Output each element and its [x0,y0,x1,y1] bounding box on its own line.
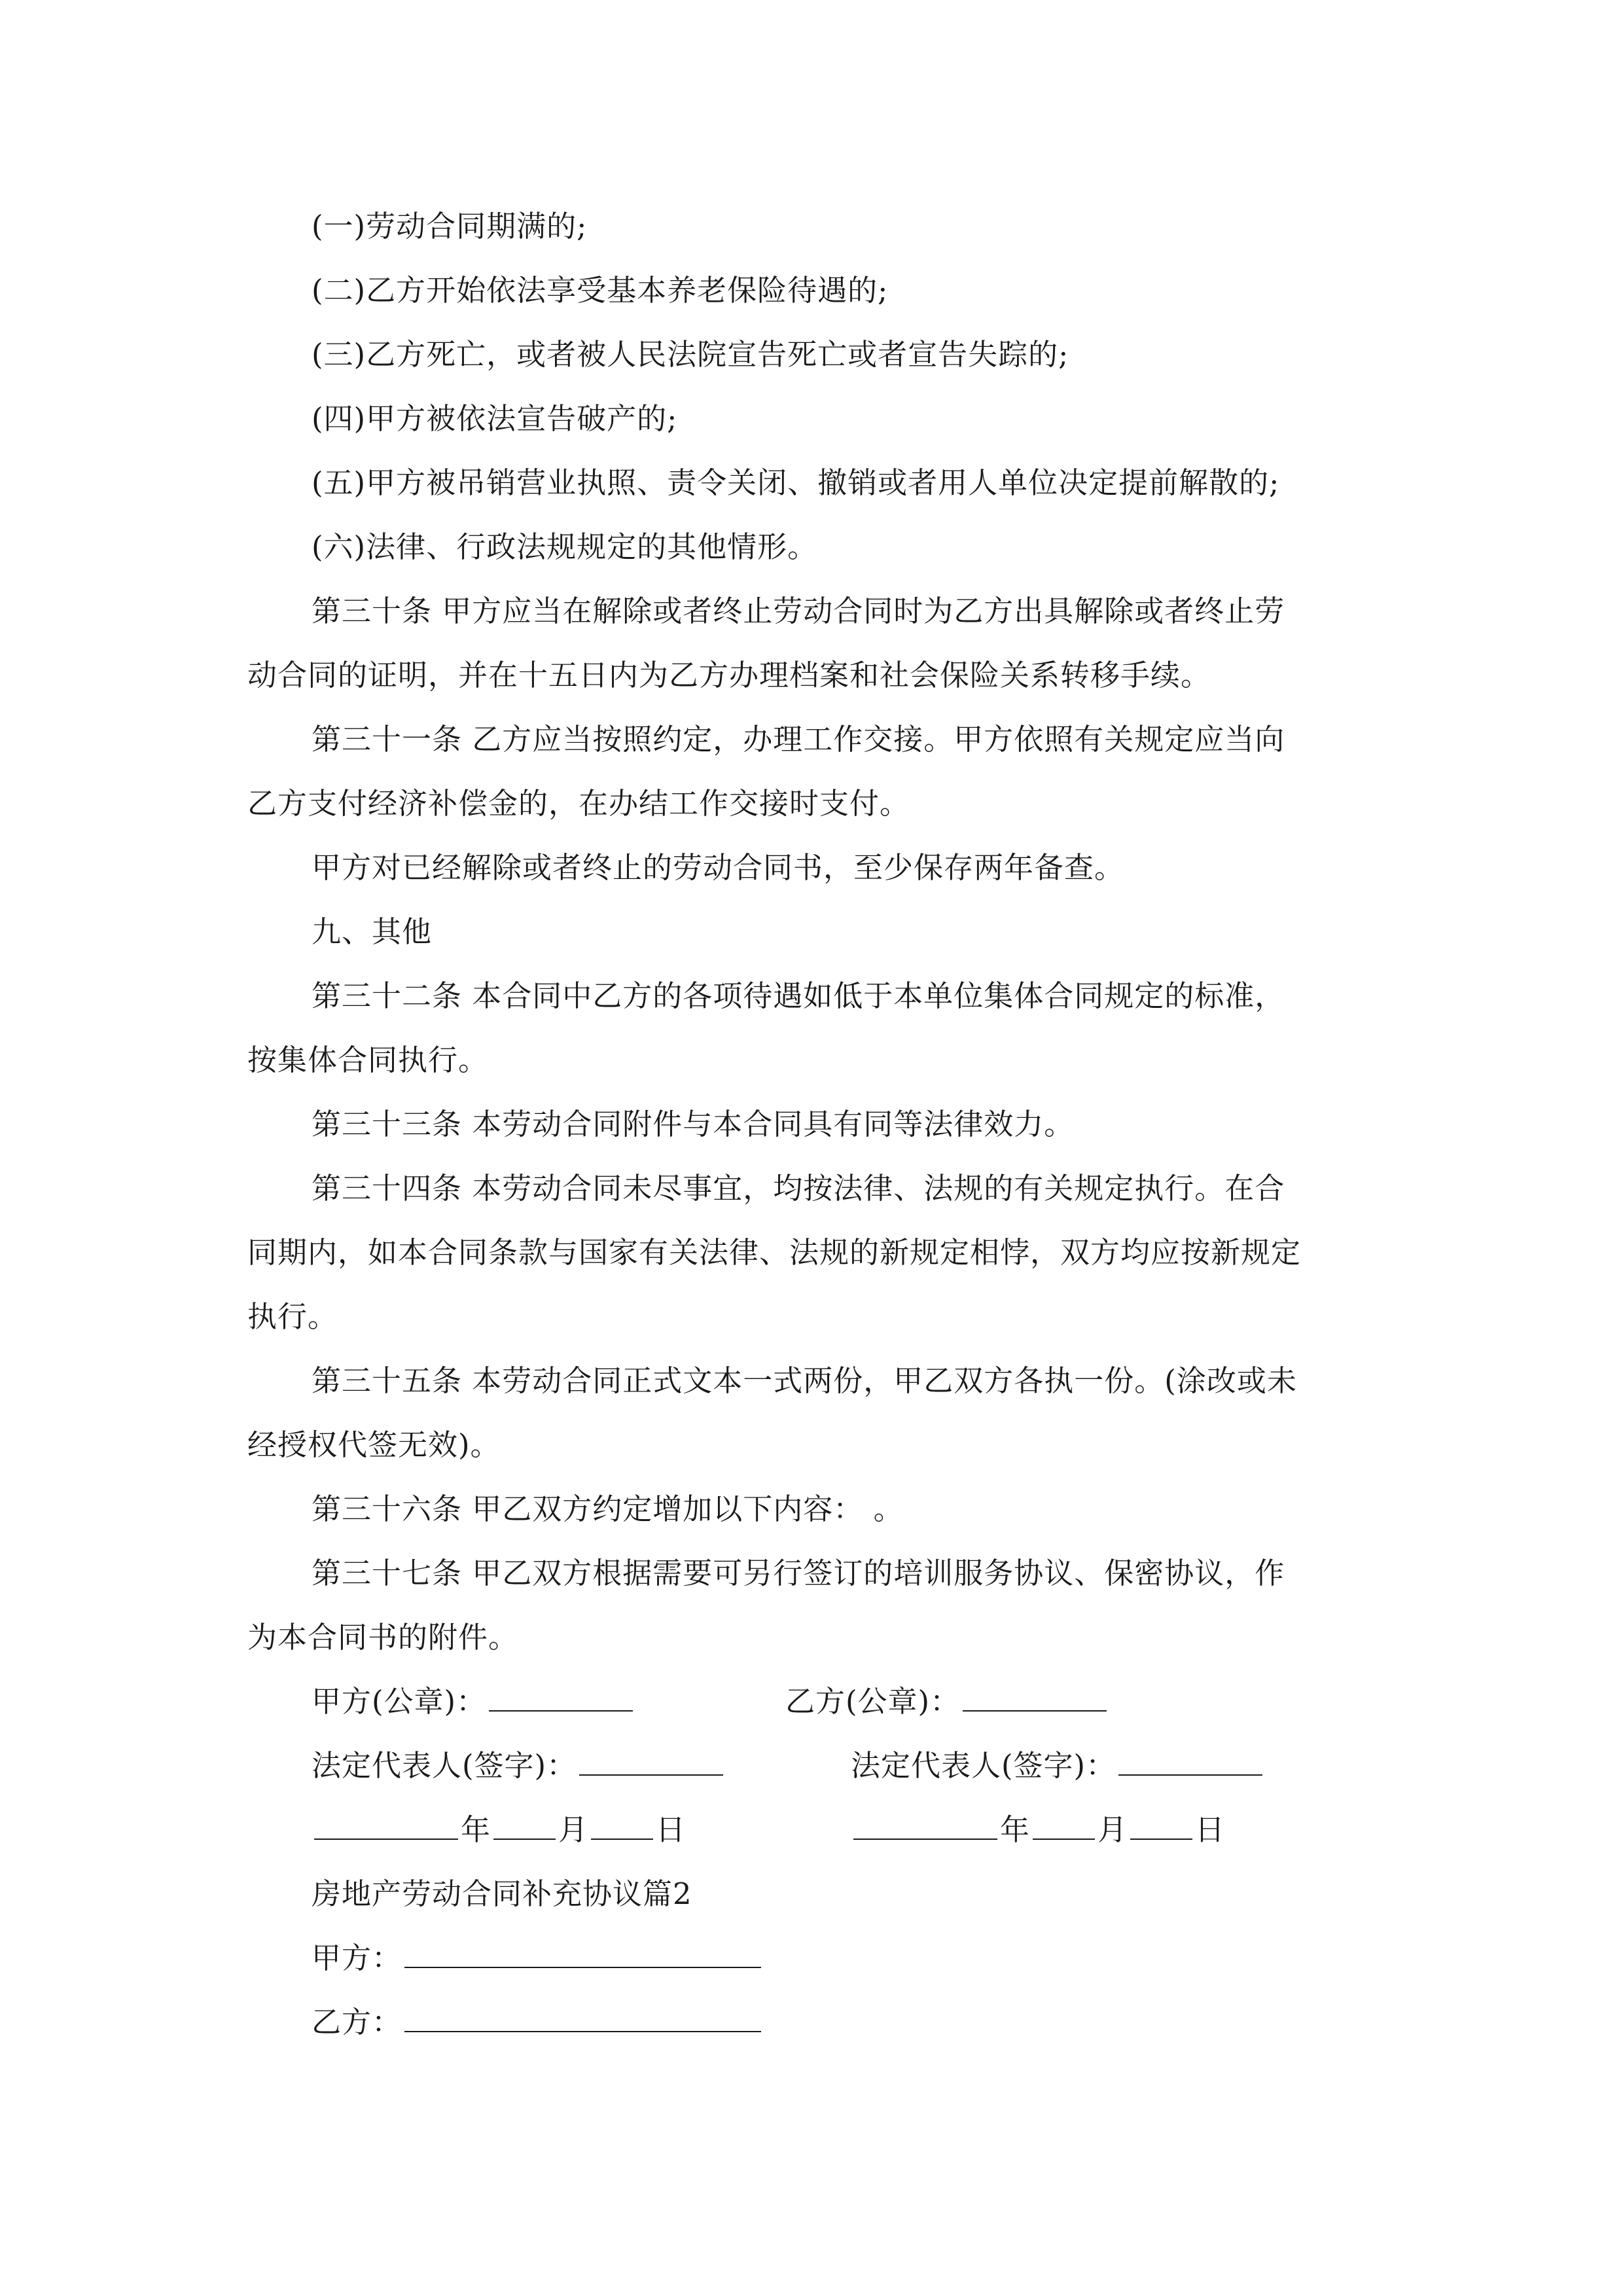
legal-rep-a-blank[interactable] [579,1748,723,1776]
article-32-line-2: 按集体合同执行。 [247,1043,489,1077]
section-heading-other: 九、其他 [312,914,433,949]
date-a-year-label: 年 [461,1812,491,1847]
article-30-line-2: 动合同的证明，并在十五日内为乙方办理档案和社会保险关系转移手续。 [247,658,1211,692]
party-a-seal-label: 甲方(公章)： [312,1684,487,1719]
date-b-day-blank[interactable] [1130,1812,1192,1840]
section-2-party-a-label: 甲方： [312,1941,402,1975]
article-35-line-1: 第三十五条 本劳动合同正式文本一式两份，甲乙双方各执一份。(涂改或未 [312,1363,1297,1398]
legal-rep-b-blank[interactable] [1118,1748,1262,1776]
clause-item-4: (四)甲方被依法宣告破产的; [312,401,678,436]
seal-row [312,1682,1444,1721]
clause-item-6: (六)法律、行政法规规定的其他情形。 [312,529,818,564]
clause-item-5: (五)甲方被吊销营业执照、责令关闭、撤销或者用人单位决定提前解散的; [312,465,1280,500]
date-b-month-blank[interactable] [1033,1812,1095,1840]
article-31-line-1: 第三十一条 乙方应当按照约定，办理工作交接。甲方依照有关规定应当向 [312,722,1285,757]
clause-item-2: (二)乙方开始依法享受基本养老保险待遇的; [312,273,889,308]
clause-item-1: (一)劳动合同期满的; [312,209,588,243]
date-b-day-label: 日 [1195,1812,1226,1847]
section-2-party-a-row [312,1939,1444,1978]
date-b-year-blank[interactable] [853,1812,997,1840]
article-37-line-1: 第三十七条 甲乙双方根据需要可另行签订的培训服务协议、保密协议，作 [312,1556,1285,1590]
date-row [312,1810,1444,1850]
article-34-line-3: 执行。 [247,1299,338,1334]
section-2-party-a-blank[interactable] [404,1941,761,1968]
article-33: 第三十三条 本劳动合同附件与本合同具有同等法律效力。 [312,1107,1075,1141]
legal-rep-b-label: 法定代表人(签字)： [851,1748,1116,1783]
article-37-line-2: 为本合同书的附件。 [247,1620,519,1655]
legal-rep-row [312,1746,1444,1785]
legal-rep-a-label: 法定代表人(签字)： [312,1748,577,1783]
section-2-party-b-row [312,2003,1444,2042]
party-b-seal-blank[interactable] [963,1684,1107,1712]
date-b-month-label: 月 [1097,1812,1128,1847]
date-a-month-label: 月 [558,1812,589,1847]
article-36: 第三十六条 甲乙双方约定增加以下内容： 。 [312,1492,904,1526]
date-a-month-blank[interactable] [493,1812,556,1840]
article-31-line-2: 乙方支付经济补偿金的，在办结工作交接时支付。 [247,786,910,821]
date-a-day-blank[interactable] [591,1812,653,1840]
clause-item-3: (三)乙方死亡，或者被人民法院宣告死亡或者宣告失踪的; [312,337,1069,372]
section-2-title: 房地产劳动合同补充协议篇2 [312,1876,692,1911]
article-30-line-1: 第三十条 甲方应当在解除或者终止劳动合同时为乙方出具解除或者终止劳 [312,594,1285,628]
section-2-party-b-blank[interactable] [404,2005,761,2032]
date-a-day-label: 日 [656,1812,687,1847]
archive-paragraph: 甲方对已经解除或者终止的劳动合同书，至少保存两年备查。 [312,850,1125,885]
article-34-line-1: 第三十四条 本劳动合同未尽事宜，均按法律、法规的有关规定执行。在合 [312,1171,1285,1206]
article-35-line-2: 经授权代签无效)。 [247,1427,501,1462]
article-32-line-1: 第三十二条 本合同中乙方的各项待遇如低于本单位集体合同规定的标准， [312,978,1285,1013]
date-a-year-blank[interactable] [314,1812,458,1840]
article-34-line-2: 同期内，如本合同条款与国家有关法律、法规的新规定相悖，双方均应按新规定 [247,1235,1302,1270]
date-b-year-label: 年 [1000,1812,1031,1847]
party-b-seal-label: 乙方(公章)： [785,1684,961,1719]
section-2-party-b-label: 乙方： [312,2005,402,2039]
party-a-seal-blank[interactable] [489,1684,633,1712]
